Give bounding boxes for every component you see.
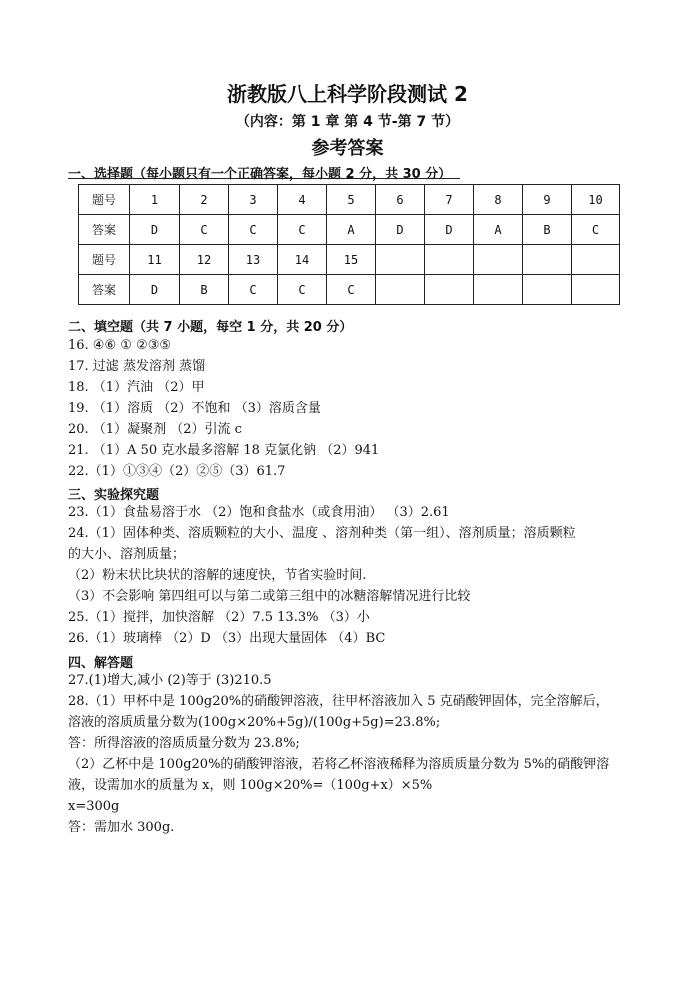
answer-line-24-part1: 24.（1）固体种类、溶质颗粒的大小、温度 、溶剂种类（第一组）、溶剂质量；溶质颗粒 xyxy=(68,526,576,541)
table-cell: 6 xyxy=(376,185,425,215)
answer-line-28-formula: 溶液的溶质质量分数为(100g×20%+5g)/(100g+5g)=23.8%; xyxy=(68,715,441,730)
answer-line-24-part3: （3）不会影响 第四组可以与第二或第三组中的冰糖溶解情况进行比较 xyxy=(68,589,471,604)
answer-line-28-part1: 28.（1）甲杯中是 100g20%的硝酸钾溶液，往甲杯溶液加入 5 克硝酸钾固体，完全溶解后， xyxy=(68,694,609,709)
table-cell: 题号 xyxy=(79,185,130,215)
answer-line-25: 25.（1）搅拌，加快溶解 （2）7.5 13.3% （3）小 xyxy=(68,610,370,625)
section-heading-experiment: 三、实验探究题 xyxy=(68,488,160,503)
answer-line-28-answer2: 答：需加水 300g. xyxy=(68,820,175,835)
answer-line-27: 27.(1)增大,减小 (2)等于 (3)210.5 xyxy=(68,673,272,688)
multiple-choice-answer-table xyxy=(78,184,620,305)
answer-line-19: 19. （1）溶质 （2）不饱和 （3）溶质含量 xyxy=(68,401,321,416)
answer-line-23: 23.（1）食盐易溶于水 （2）饱和食盐水（或食用油） （3）2.61 xyxy=(68,505,450,520)
document-subtitle: （内容：第 1 章 第 4 节-第 7 节） xyxy=(235,114,460,130)
table-cell: 题号 xyxy=(79,245,130,275)
answers-heading: 参考答案 xyxy=(311,138,384,159)
table-cell: A xyxy=(327,215,376,245)
table-cell: 9 xyxy=(523,185,572,215)
table-cell: 5 xyxy=(327,185,376,215)
answer-line-28-solution: x=300g xyxy=(68,799,120,814)
table-cell: 7 xyxy=(425,185,474,215)
table-row-answers xyxy=(79,275,620,305)
section-heading-multiple-choice: 一、选择题（每小题只有一个正确答案，每小题 2 分，共 30 分） xyxy=(68,167,452,182)
table-cell: C xyxy=(572,215,620,245)
table-cell: C xyxy=(278,275,327,305)
answer-line-17: 17. 过滤 蒸发溶剂 蒸馏 xyxy=(68,359,206,374)
table-cell: C xyxy=(180,215,229,245)
table-cell xyxy=(425,275,474,305)
section-heading-problems: 四、解答题 xyxy=(68,656,134,671)
answer-line-24-part1-cont: 的大小、溶剂质量； xyxy=(68,547,186,562)
table-cell: 15 xyxy=(327,245,376,275)
table-cell xyxy=(572,275,620,305)
table-cell: 11 xyxy=(130,245,180,275)
answer-line-28-answer1: 答：所得溶液的溶质质量分数为 23.8%; xyxy=(68,736,300,751)
table-cell: 8 xyxy=(474,185,523,215)
table-cell xyxy=(474,245,523,275)
section-divider xyxy=(68,178,460,179)
answer-line-28-part2: （2）乙杯中是 100g20%的硝酸钾溶液，若将乙杯溶液稀释为溶质质量分数为 5%的硝酸钾溶 xyxy=(68,757,610,772)
table-row-answers xyxy=(79,215,620,245)
answer-line-22: 22.（1）①③④（2）②⑤（3）61.7 xyxy=(68,464,286,479)
answer-line-26: 26.（1）玻璃棒 （2）D （3）出现大量固体 （4）BC xyxy=(68,631,386,646)
answer-line-24-part2: （2）粉末状比块状的溶解的速度快，节省实验时间. xyxy=(68,568,367,583)
table-row-question-numbers xyxy=(79,185,620,215)
table-cell: 13 xyxy=(229,245,278,275)
table-cell xyxy=(523,275,572,305)
table-cell xyxy=(376,245,425,275)
table-cell: B xyxy=(180,275,229,305)
table-cell: 1 xyxy=(130,185,180,215)
table-cell: 12 xyxy=(180,245,229,275)
document-title: 浙教版八上科学阶段测试 2 xyxy=(227,82,468,106)
table-cell: D xyxy=(130,275,180,305)
table-cell xyxy=(523,245,572,275)
answer-line-28-part2-cont: 液，设需加水的质量为 x，则 100g×20%=（100g+x）×5% xyxy=(68,778,433,793)
table-cell: D xyxy=(130,215,180,245)
table-cell xyxy=(572,245,620,275)
table-cell xyxy=(376,275,425,305)
table-cell: A xyxy=(474,215,523,245)
table-cell: 答案 xyxy=(79,215,130,245)
table-cell xyxy=(425,245,474,275)
answer-line-18: 18. （1）汽油 （2）甲 xyxy=(68,380,205,395)
table-cell: B xyxy=(523,215,572,245)
table-cell: 10 xyxy=(572,185,620,215)
table-cell: 答案 xyxy=(79,275,130,305)
table-cell: D xyxy=(376,215,425,245)
answer-line-16: 16. ④⑥ ① ②③⑤ xyxy=(68,338,171,353)
answer-line-21: 21. （1）A 50 克水最多溶解 18 克氯化钠 （2）941 xyxy=(68,443,380,458)
table-cell: C xyxy=(327,275,376,305)
table-cell: 2 xyxy=(180,185,229,215)
table-cell: C xyxy=(278,215,327,245)
section-heading-fill-in: 二、填空题（共 7 小题，每空 1 分，共 20 分） xyxy=(68,320,353,335)
table-cell: C xyxy=(229,275,278,305)
table-row-question-numbers xyxy=(79,245,620,275)
answer-line-20: 20. （1）凝聚剂 （2）引流 c xyxy=(68,422,242,437)
table-cell xyxy=(474,275,523,305)
table-cell: D xyxy=(425,215,474,245)
table-cell: 4 xyxy=(278,185,327,215)
table-cell: C xyxy=(229,215,278,245)
table-cell: 14 xyxy=(278,245,327,275)
table-cell: 3 xyxy=(229,185,278,215)
